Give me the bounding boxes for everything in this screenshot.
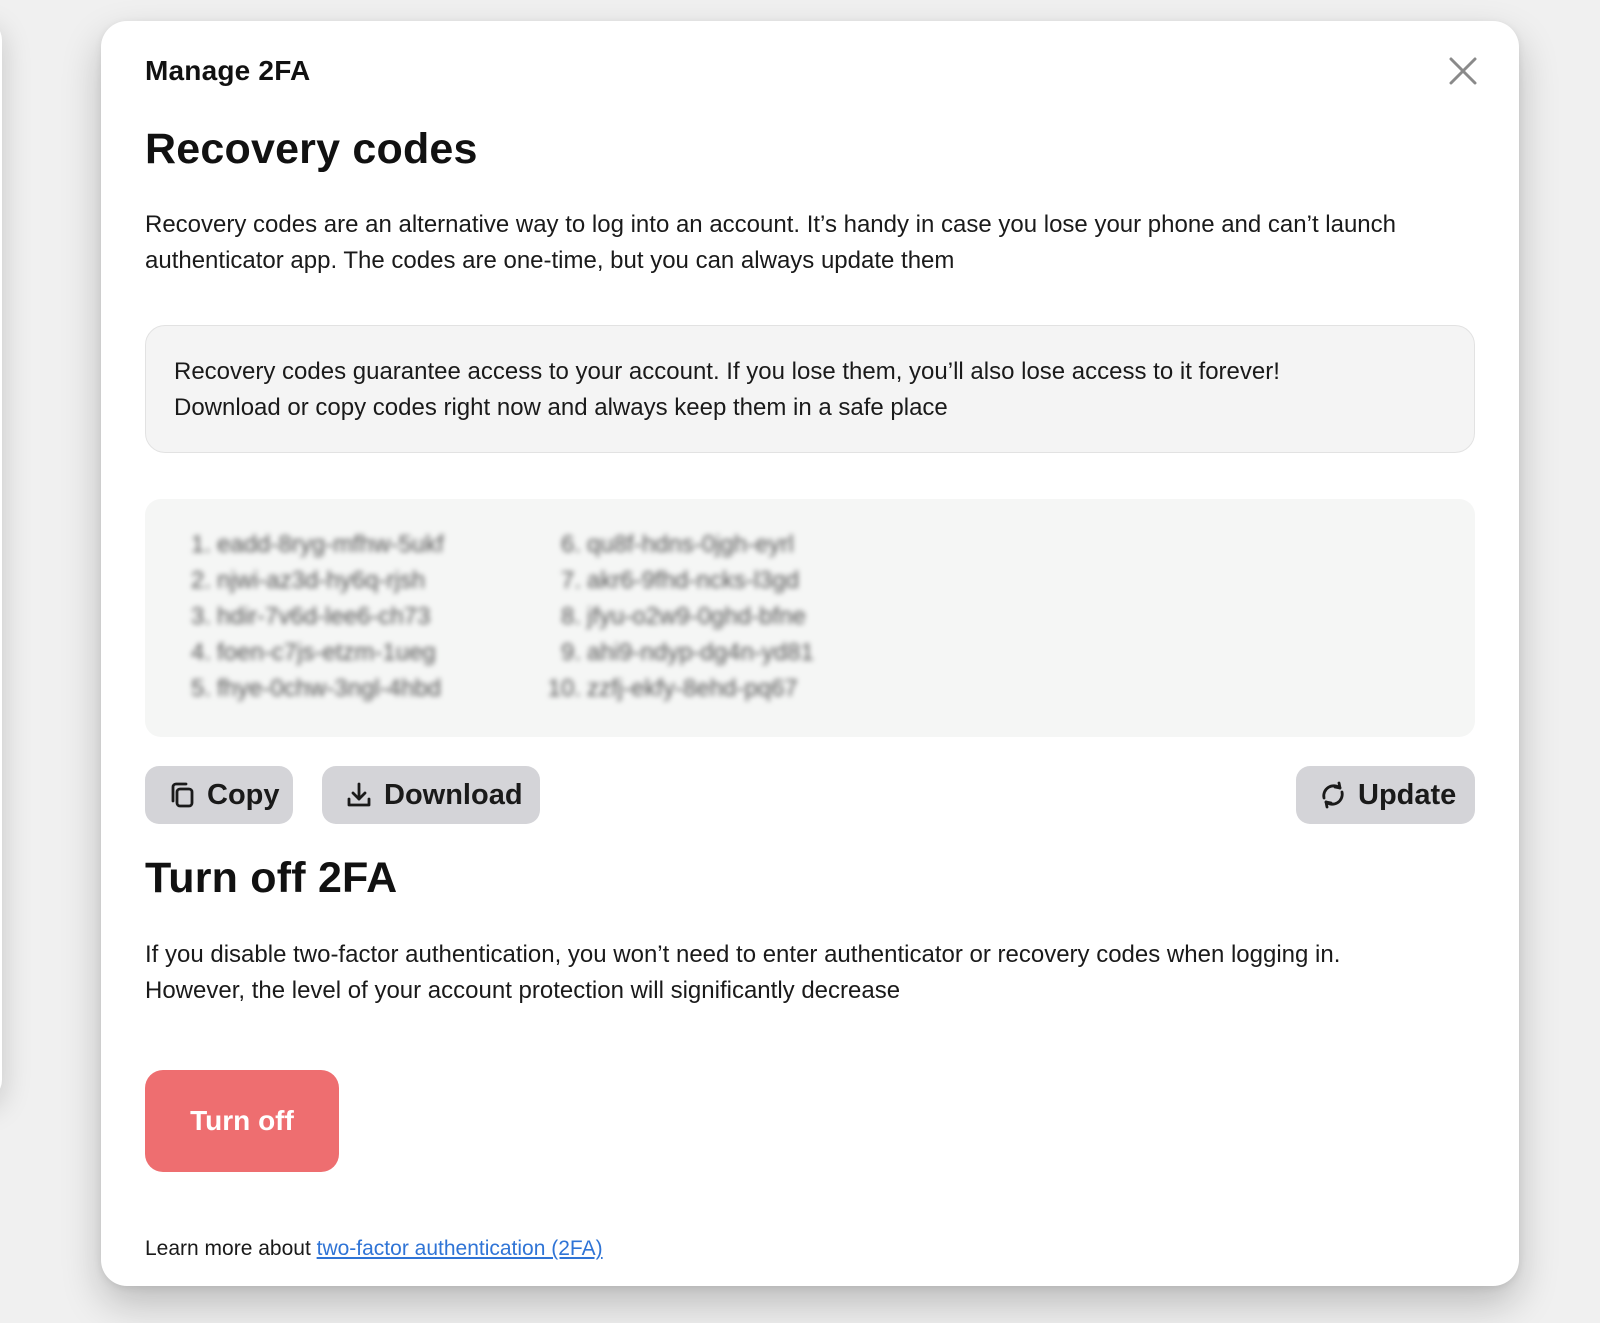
list-item: 2. njwi-az3d-hy6q-rjsh (190, 567, 426, 594)
download-icon (344, 780, 374, 810)
list-item: 8. jfyu-o2w9-0ghd-bfne (560, 603, 806, 630)
turn-off-description (145, 937, 1475, 1009)
update-button[interactable] (1296, 766, 1475, 824)
learn-more-link[interactable]: two-factor authentication (2FA) (316, 1237, 603, 1260)
learn-more-text (145, 1237, 603, 1261)
update-button-label: Update (1358, 778, 1457, 811)
recovery-codes-heading: Recovery codes (145, 125, 478, 173)
learn-more-prefix: Learn more about (145, 1237, 311, 1260)
turn-off-2fa-heading: Turn off 2FA (145, 854, 398, 902)
download-button-label: Download (384, 778, 523, 811)
recovery-warning-box (145, 325, 1475, 453)
refresh-icon (1318, 780, 1348, 810)
copy-button-label: Copy (207, 778, 280, 811)
list-item: 5. fhye-0chw-3ngl-4hbd (190, 675, 442, 702)
list-item: 7. akr6-9fhd-ncks-l3gd (560, 567, 800, 594)
turn-off-button[interactable]: Turn off (145, 1070, 339, 1172)
list-item: 1. eadd-8ryg-mfhw-5ukf (190, 531, 444, 558)
recovery-codes-list (145, 499, 1475, 737)
download-button[interactable] (322, 766, 540, 824)
turn-off-description-line-2: However, the level of your account protection will significantly decrease (145, 977, 901, 1004)
list-item: 4. foen-c7js-etzm-1ueg (190, 639, 436, 666)
copy-icon (167, 780, 197, 810)
background-panel (0, 20, 2, 1100)
turn-off-description-line-1: If you disable two-factor authentication, you won’t need to enter authenticator or recovery codes when logging in. (145, 941, 1341, 968)
warning-line-2: Download or copy codes right now and always keep them in a safe place (174, 394, 948, 421)
modal-title: Manage 2FA (145, 55, 311, 86)
list-item: 10. zzfj-ekfy-8ehd-pq67 (547, 675, 798, 702)
list-item: 6. qu8f-hdns-0jgh-eyrl (560, 531, 794, 558)
copy-button[interactable] (145, 766, 293, 824)
list-item: 9. ahi9-ndyp-dg4n-yd81 (560, 639, 814, 666)
manage-2fa-modal (101, 21, 1519, 1286)
codes-column-right (539, 527, 814, 707)
list-item: 3. hdir-7v6d-lee6-ch73 (190, 603, 431, 630)
codes-column-left (183, 527, 444, 707)
warning-line-1: Recovery codes guarantee access to your account. If you lose them, you’ll also lose access to it forever! (174, 358, 1280, 385)
close-icon (1449, 57, 1477, 85)
close-button[interactable] (1445, 53, 1481, 89)
recovery-codes-description: Recovery codes are an alternative way to log into an account. It’s handy in case you lose your phone and can’t launch authenticator app. The codes are one-time, but you can always update them (145, 211, 1396, 274)
